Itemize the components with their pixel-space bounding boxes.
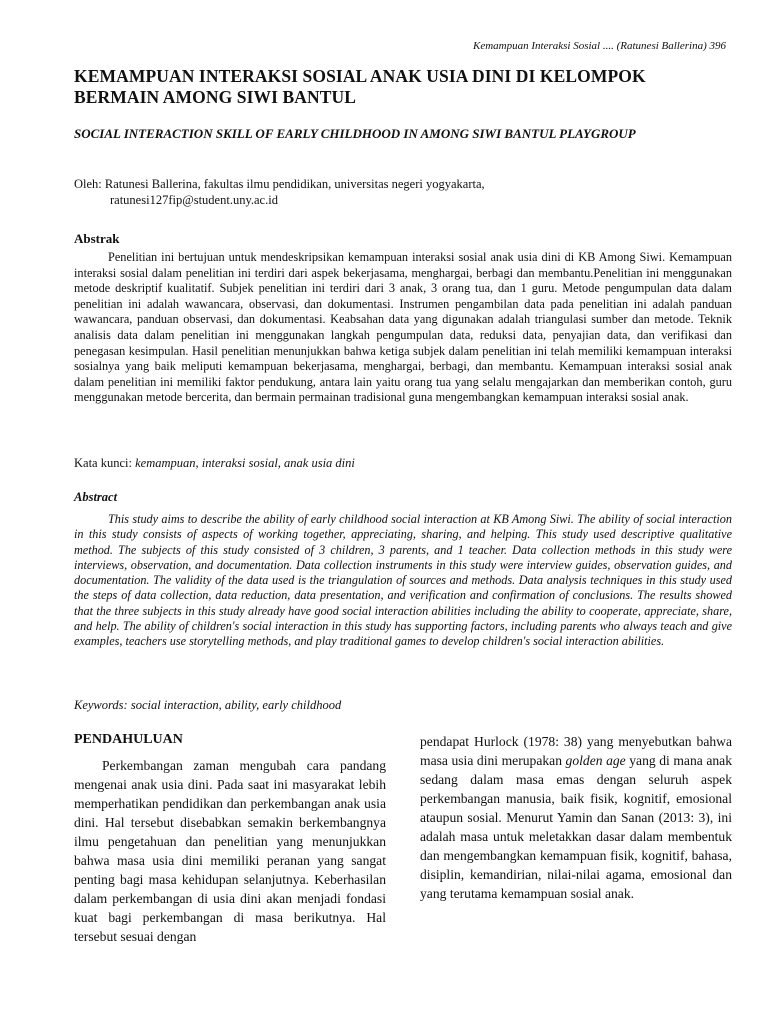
abstract-heading: Abstract <box>74 490 118 504</box>
paper-title-english: SOCIAL INTERACTION SKILL OF EARLY CHILDHOOD IN AMONG SIWI BANTUL PLAYGROUP <box>74 126 636 141</box>
abstrak-body: Penelitian ini bertujuan untuk mendeskripsikan kemampuan interaksi sosial anak usia dini di KB Among Siwi. Kemampuan interaksi sosial dalam penelitian ini terdiri dari aspek bekerjasama, menghargai, berbagi dan membantu.Penelitian ini menggunakan metode deskriptif kualitatif. Subjek penelitian ini terdiri dari 3 anak, 3 orang tua, dan 1 guru. Metode pengumpulan data dalam penelitian ini adalah wawancara, observasi, dan dokumentasi. Instrumen pengambilan data pada penelitian ini adalah panduan wawancara, panduan observasi, dan dokumentasi. Keabsahan data yang digunakan adalah triangulasi sumber dan metode. Teknik analisis data dalam penelitian ini menggunakan langkah pengumpulan data, reduksi data, penyajian data, dan verifikasi dan penegasan kesimpulan. Hasil penelitian menunjukkan bahwa ketiga subjek dalam penelitian ini telah memiliki kemampuan interaksi sosialnya yang baik meliputi kemampuan bekerjasama, menghargai, berbagi, dan membantu. Kemampuan interaksi sosial anak dalam penelitian ini memiliki faktor pendukung, antara lain yaitu orang tua yang selalu mengajarkan dan memberikan contoh, guru menggunakan metode bercerita, dan bermain permainan tradisional guna mengembangkan kemampuan interaksi sosial anak. <box>74 250 732 405</box>
paragraph-text: pendapat Hurlock (1978: 38) yang menyebutkan bahwa masa usia dini merupakan <box>420 734 732 768</box>
author-affiliation: Oleh: Ratunesi Ballerina, fakultas ilmu pendidikan, universitas negeri yogyakarta, <box>74 177 485 191</box>
kata-kunci-values: kemampuan, interaksi sosial, anak usia dini <box>135 456 355 470</box>
keywords-english: Keywords: social interaction, ability, early childhood <box>74 698 342 712</box>
author-block <box>74 176 694 208</box>
abstrak-heading: Abstrak <box>74 231 120 246</box>
body-paragraph: Perkembangan zaman mengubah cara pandang mengenai anak usia dini. Pada saat ini masyarakat lebih memperhatikan pendidikan dan perkembangan anak usia dini. Hal tersebut disebabkan semakin berkembangnya ilmu pengetahuan dan penelitian yang menunjukkan bahwa masa usia dini memiliki peranan yang sangat penting bagi masa kehidupan selanjutnya. Keberhasilan dalam perkembangan di usia dini akan menjadi fondasi kuat bagi perkembangan di masa berikutnya. Hal tersebut sesuai dengan <box>74 758 386 944</box>
body-column-right <box>420 732 732 903</box>
body-column-left <box>74 732 386 946</box>
abstract-body: This study aims to describe the ability of early childhood social interaction at KB Among Siwi. The ability of social interaction in this study consists of aspects of working together, appreciating, sharing, and helping. This study used descriptive qualitative method. The subjects of this study consisted of 3 children, 3 parents, and 1 teacher. Data collection methods in this study were interviews, observation, and documentation. Data collection instruments in this study were interview guides, observation guides, and documentation. The validity of the data used is the triangulation of sources and methods. Data analysis techniques in this study used the steps of data collection, data reduction, data presentation, and verification and confirmation of conclusions. The results showed that the three subjects in this study already have good social interaction abilities including the ability to cooperate, appreciate, share, and help. The ability of children's social interaction in this study has supporting factors, including parents who always teach and give examples, teachers use storytelling methods, and play traditional games to develop children's social interaction abilities. <box>74 512 732 649</box>
kata-kunci <box>74 456 355 471</box>
body-paragraph-continued <box>420 732 732 903</box>
paper-title: KEMAMPUAN INTERAKSI SOSIAL ANAK USIA DINI DI KELOMPOK BERMAIN AMONG SIWI BANTUL <box>74 66 646 107</box>
journal-page <box>74 0 732 1024</box>
golden-age-term: golden age <box>565 753 626 768</box>
author-email: ratunesi127fip@student.uny.ac.id <box>110 193 278 207</box>
section-heading-pendahuluan: PENDAHULUAN <box>74 732 183 747</box>
paragraph-text: yang di mana anak sedang dalam masa emas dengan seluruh aspek perkembangan manusia, baik fisik, kognitif, emosional ataupun sosial. Menurut Yamin dan Sanan (2013: 3), ini adalah masa untuk meletakkan dasar dalam membentuk dan mengembangkan kemampuan fisik, kognitif, bahasa, disiplin, kemandirian, nilai-nilai agama, emosional dan yang terutama kemampuan sosial anak. <box>420 753 732 901</box>
kata-kunci-label: Kata kunci: <box>74 456 136 470</box>
running-head: Kemampuan Interaksi Sosial .... (Ratunesi Ballerina) 396 <box>473 40 726 52</box>
